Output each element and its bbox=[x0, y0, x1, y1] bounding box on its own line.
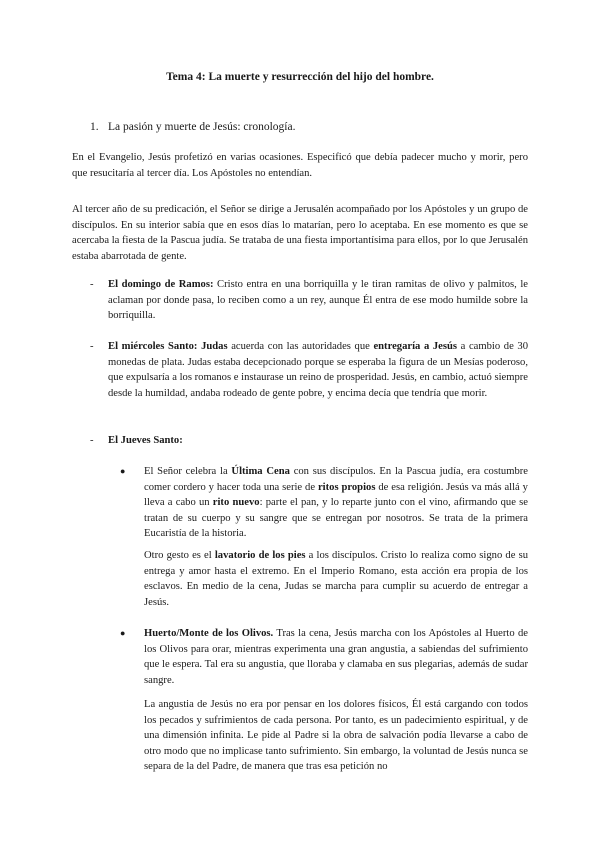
section-number: 1. bbox=[90, 121, 99, 133]
cena-body-1: El Señor celebra la bbox=[144, 466, 232, 477]
cena-body-4: : parte el pan, y lo reparte junto con el vino, afirmando que se tratan de su cuerpo y su sangre que se entregan por nosotros. Se trata de la primera Eucaristía de la historia. bbox=[144, 497, 528, 539]
lavatorio-text bbox=[144, 548, 528, 610]
section-heading bbox=[90, 120, 295, 136]
jueves-text bbox=[108, 433, 528, 449]
ramos-label: El domingo de Ramos: bbox=[108, 279, 214, 290]
huerto-body: Tras la cena, Jesús marcha con los Apóstoles al Huerto de los Olivos para orar, mientras experimenta una gran angustia, a sabiendas del sufrimiento que le espera. Tal era su angustia, que lloraba y clamaba en sus plegarias, además de sudar sangre. bbox=[144, 628, 528, 686]
cena-emphasis-3: rito nuevo bbox=[212, 497, 260, 508]
miercoles-body-1: acuerda con las autoridades que bbox=[227, 341, 374, 352]
lavatorio-emphasis: lavatorio de los pies bbox=[214, 550, 306, 561]
miercoles-label: El miércoles Santo: Judas bbox=[108, 341, 228, 352]
lavatorio-body-1: Otro gesto es el bbox=[144, 550, 215, 561]
angustia-text: La angustia de Jesús no era por pensar en los dolores físicos, Él está cargando con todos los pecados y sufrimientos de cada persona. Por tanto, es un padecimiento espiritual, y de una dimensión infinita. Le pide al Padre si la obra de salvación podía llevarse a cabo de otro modo que no implicase tanto sufrimiento. Sin embargo, la voluntad de Jesús nunca se separa de la del Padre, de manera que tras esa petición no bbox=[144, 699, 528, 772]
paragraph-intro: En el Evangelio, Jesús profetizó en varias ocasiones. Especificó que debía padecer mucho y morir, pero que resucitaría al tercer día. Los Apóstoles no entendían. bbox=[72, 152, 528, 179]
cena-emphasis-1: Última Cena bbox=[231, 466, 290, 477]
bullet-marker: ● bbox=[120, 466, 126, 476]
section-heading-text: La pasión y muerte de Jesús: cronología. bbox=[108, 121, 296, 133]
miercoles-emphasis: entregaría a Jesús bbox=[373, 341, 458, 352]
miercoles-text bbox=[108, 339, 528, 401]
dash-marker: - bbox=[90, 279, 94, 290]
miercoles-body-2: a cambio de 30 monedas de plata. Judas estaba decepcionado porque se esperaba la figura de un Mesías poderoso, que expulsaría a los romanos e instaurase un reino de prosperidad. Jesús, en cambio, actuó siempre desde la humildad, andaba rodeado de gente pobre, y encima decía que tendría que morir. bbox=[108, 341, 528, 399]
cena-text bbox=[144, 464, 528, 542]
dash-marker: - bbox=[90, 341, 94, 352]
bullet-marker: ● bbox=[120, 628, 126, 638]
paragraph-jerusalen: Al tercer año de su predicación, el Señor se dirige a Jerusalén acompañado por los Apóstoles y un grupo de discípulos. En su interior sabía que en esos días lo matarían, pero lo aceptaba. En ese momento es que se acercaba la fiesta de la Pascua judía. Se trataba de una fiesta importantísima para ellos, por lo que Jerusalén estaba abarrotada de gente. bbox=[72, 204, 528, 262]
cena-emphasis-2: ritos propios bbox=[317, 481, 376, 493]
dash-marker: - bbox=[90, 435, 94, 446]
cena-body-2: con sus discípulos. En la Pascua judía, era costumbre comer cordero y hacer toda una serie de bbox=[144, 466, 528, 493]
ramos-text bbox=[108, 277, 528, 324]
jueves-label: El Jueves Santo: bbox=[108, 435, 183, 446]
huerto-text bbox=[144, 626, 528, 688]
lavatorio-body-2: a los discípulos. Cristo lo realiza como signo de su entrega y amor hasta el extremo. En el Imperio Romano, esta acción era propia de los esclavos. En medio de la cena, Judas se marcha para cumplir su acuerdo de entregar a Jesús. bbox=[144, 550, 528, 608]
cena-body-3: de esa religión. Jesús va más allá y lleva a cabo un bbox=[144, 481, 528, 508]
huerto-label: Huerto/Monte de los Olivos. bbox=[144, 628, 274, 639]
ramos-body: Cristo entra en una borriquilla y le tiran ramitas de olivo y palmitos, le aclaman por donde pasa, lo reciben como a un rey, aunque Él entra de ese modo humilde sobre la borriquilla. bbox=[108, 279, 528, 321]
page-title: Tema 4: La muerte y resurrección del hijo del hombre. bbox=[166, 71, 434, 83]
